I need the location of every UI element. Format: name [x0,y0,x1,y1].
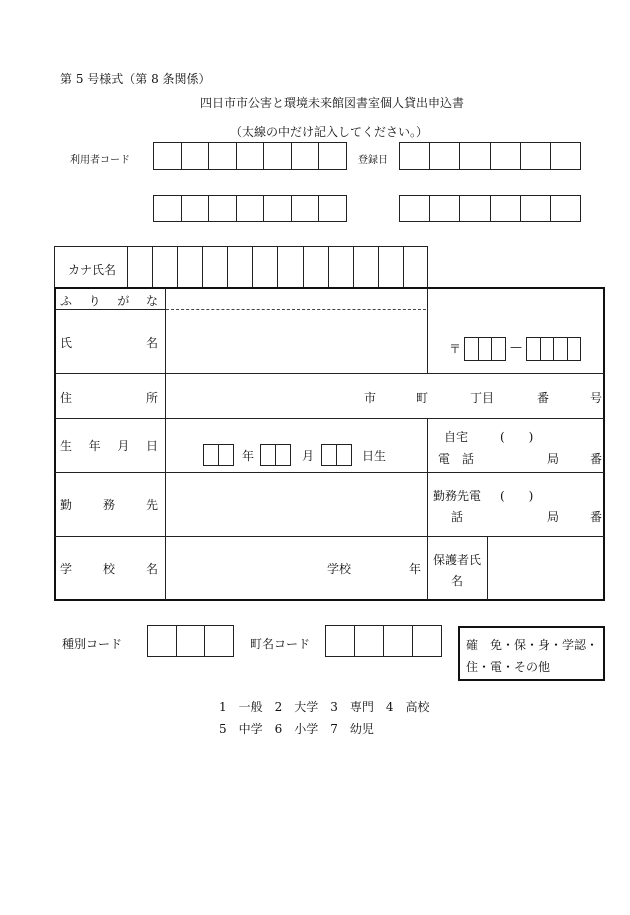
work-phone-label-1: 勤務先電 [433,489,482,503]
address-bottom-line [55,418,604,419]
kana-name-label: カナ氏名 [68,263,117,277]
user-code-label: 利用者コード [70,155,130,166]
user-code-boxes[interactable] [153,142,347,170]
town-code-boxes[interactable] [325,625,442,657]
home-phone-label-1: 自宅 [444,430,469,444]
guardian-divider [487,536,488,600]
address-city: 市 [364,391,377,405]
guardian-label-2: 名 [451,574,464,588]
grade-unit: 年 [409,562,422,576]
instruction: （太線の中だけ記入してください。） [230,125,429,139]
postal-dash: — [510,340,522,354]
work-phone-area: ( ) [500,489,534,503]
birth-month-unit: 月 [302,449,315,463]
birth-day-boxes[interactable] [321,444,352,466]
work-phone-station: 局 [547,510,560,524]
address-chome: 丁目 [470,391,495,405]
confirmation-line-2: 住・電・その他 [466,660,551,674]
postal-divider [427,288,428,373]
birth-year-unit: 年 [242,449,255,463]
register-date-label: 登録日 [358,155,388,166]
name-bottom-line [55,373,604,374]
furigana-label: ふ り が な [60,294,158,308]
work-phone-number: 番 [590,510,603,524]
birth-month-boxes[interactable] [260,444,291,466]
school-name-label: 学 校 名 [60,562,158,576]
user-code-boxes-2[interactable] [153,195,347,222]
furigana-dashed-line [166,309,426,310]
confirmation-line-1: 確 免・保・身・学認・ [466,638,599,652]
home-phone-area: ( ) [500,430,534,444]
address-town: 町 [416,391,429,405]
birthday-label: 生 年 月 日 [60,439,158,453]
postal-mark: 〒 [449,342,462,356]
type-code-boxes[interactable] [147,625,234,657]
name-label: 氏 名 [60,336,158,350]
birthday-bottom-line [55,472,604,473]
work-phone-label-2: 話 [451,510,464,524]
workplace-bottom-line [55,536,604,537]
address-label: 住 所 [60,391,158,405]
type-code-label: 種別コード [62,637,123,651]
type-legend-line-1: 1 一般 2 大学 3 専門 4 高校 [219,700,430,714]
kana-name-boxes[interactable] [127,246,428,288]
workplace-label: 勤 務 先 [60,498,158,512]
form-number: 第 5 号様式（第 8 条関係） [60,72,211,86]
right-label-divider [427,418,428,600]
guardian-label-1: 保護者氏 [433,553,482,567]
home-phone-label-2: 電 話 [438,452,475,466]
birth-year-boxes[interactable] [203,444,234,466]
town-code-label: 町名コード [250,637,311,651]
label-column-divider [165,288,166,600]
type-legend-line-2: 5 中学 6 小学 7 幼児 [219,722,374,736]
home-phone-number: 番 [590,452,603,466]
register-date-boxes-2[interactable] [399,195,581,222]
school-unit: 学校 [327,562,352,576]
register-date-boxes[interactable] [399,142,581,170]
postal-code-first[interactable] [464,337,506,361]
address-go: 号 [590,391,603,405]
birth-day-unit: 日生 [362,449,387,463]
furigana-divider [55,309,165,310]
home-phone-station: 局 [547,452,560,466]
form-title: 四日市市公害と環境未来館図書室個人貸出申込書 [200,96,465,110]
address-ban: 番 [537,391,550,405]
postal-code-second[interactable] [526,337,581,361]
